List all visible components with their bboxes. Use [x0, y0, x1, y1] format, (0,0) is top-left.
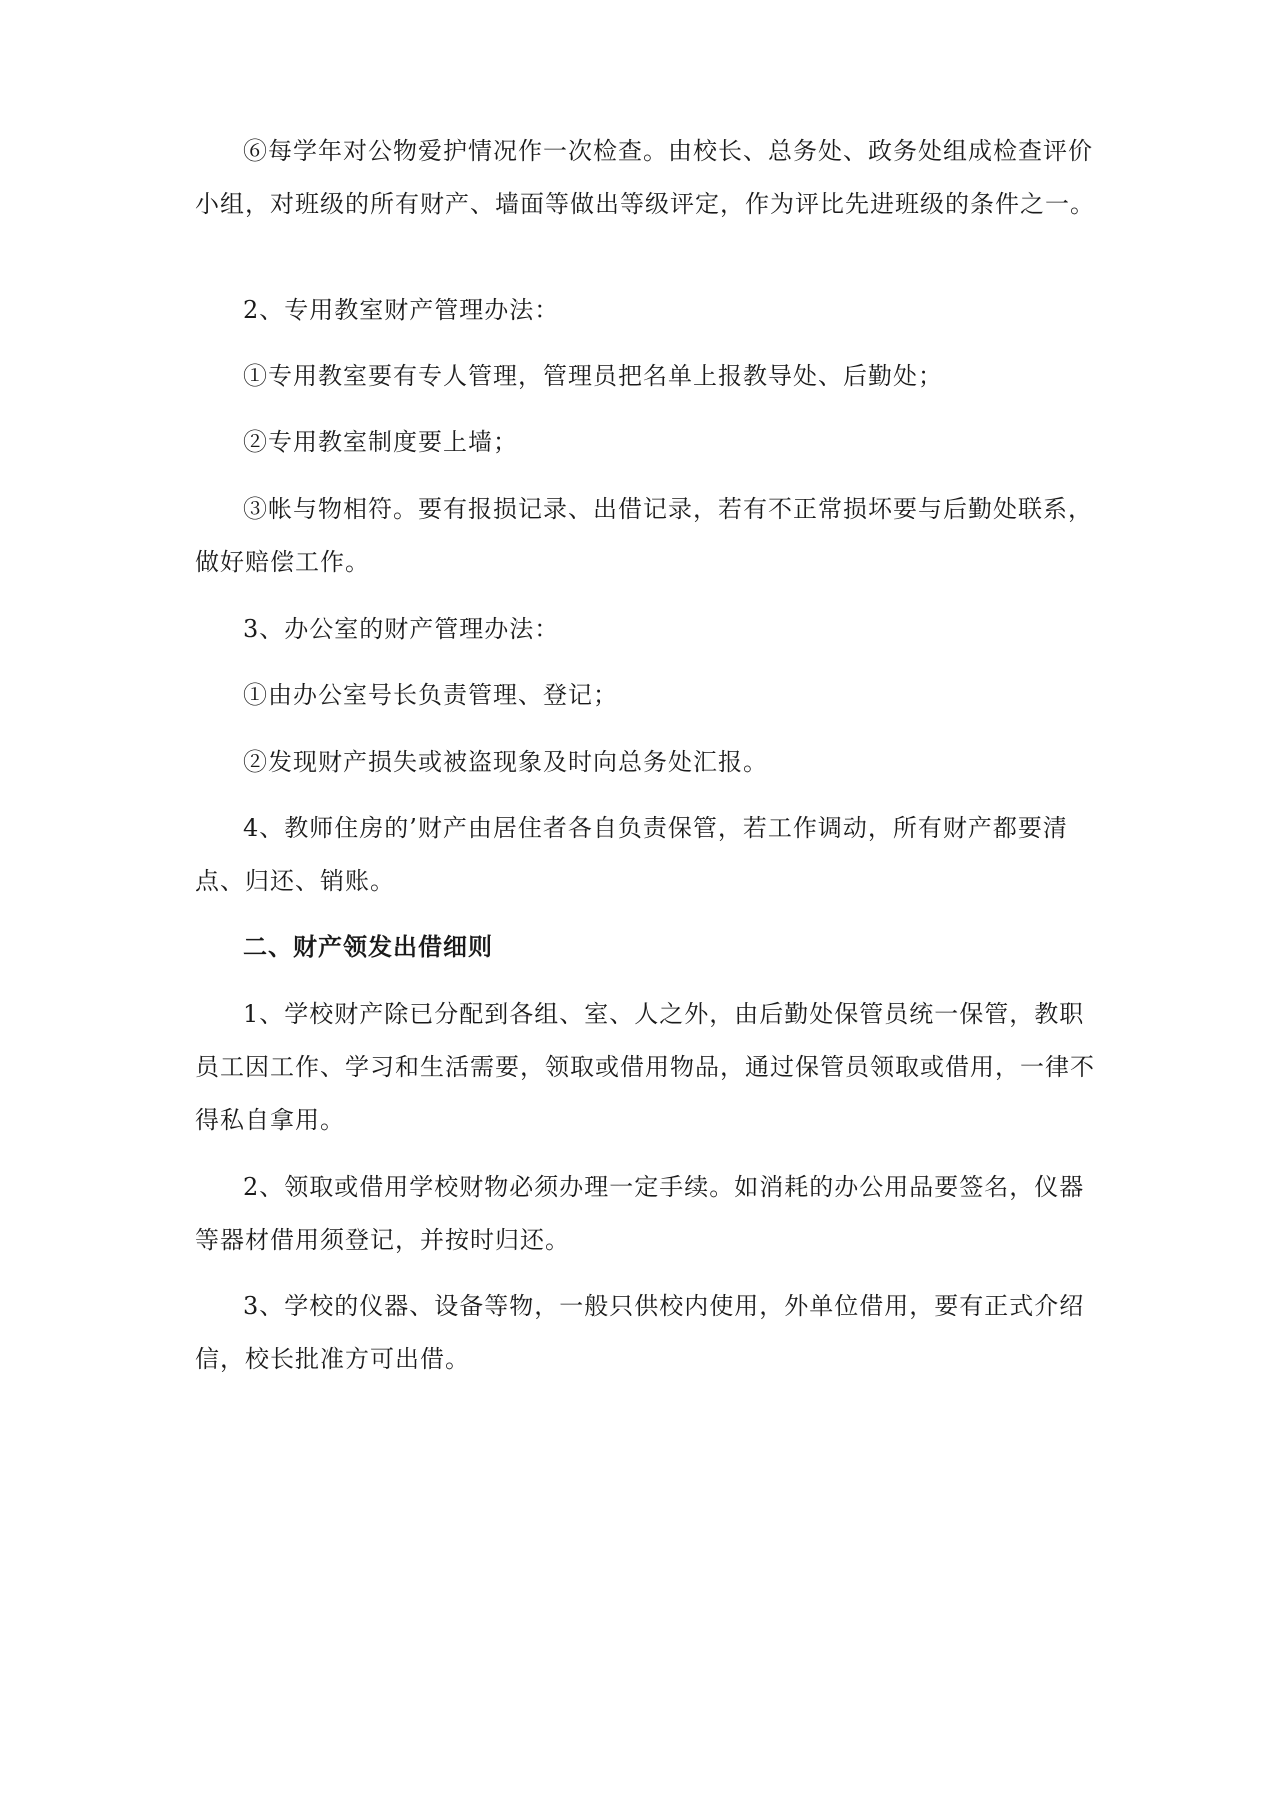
paragraph-office-item-2: ②发现财产损失或被盗现象及时向总务处汇报。: [243, 748, 768, 776]
paragraph-special-classroom-item-3: ③帐与物相符。要有报损记录、出借记录，若有不正常损坏要与后勤处联系，做好赔偿工作。: [195, 495, 1093, 576]
paragraph-inspection: ⑥每学年对公物爱护情况作一次检查。由校长、总务处、政务处组成检查评价小组，对班级的所有财产、墙面等做出等级评定，作为评比先进班级的条件之一。: [195, 137, 1095, 218]
paragraph-lending-rule-2: 2、领取或借用学校财物必须办理一定手续。如消耗的办公用品要签名，仪器等器材借用须登记，并按时归还。: [195, 1173, 1085, 1254]
paragraph-special-classroom-item-1: ①专用教室要有专人管理，管理员把名单上报教导处、后勤处；: [243, 362, 943, 390]
paragraph-special-classroom-heading: 2、专用教室财产管理办法：: [243, 296, 560, 324]
paragraph-special-classroom-item-2: ②专用教室制度要上墙；: [243, 428, 518, 456]
paragraph-office-item-1: ①由办公室号长负责管理、登记；: [243, 681, 618, 709]
paragraph-office-heading: 3、办公室的财产管理办法：: [243, 615, 560, 643]
section-heading-lending-rules: 二、财产领发出借细则: [243, 933, 493, 961]
paragraph-teacher-housing: 4、教师住房的’财产由居住者各自负责保管，若工作调动，所有财产都要清点、归还、销账。: [195, 814, 1068, 895]
paragraph-lending-rule-1: 1、学校财产除已分配到各组、室、人之外，由后勤处保管员统一保管，教职员工因工作、学习和生活需要，领取或借用物品，通过保管员领取或借用，一律不得私自拿用。: [195, 1000, 1095, 1134]
paragraph-lending-rule-3: 3、学校的仪器、设备等物，一般只供校内使用，外单位借用，要有正式介绍信，校长批准方可出借。: [195, 1292, 1085, 1373]
